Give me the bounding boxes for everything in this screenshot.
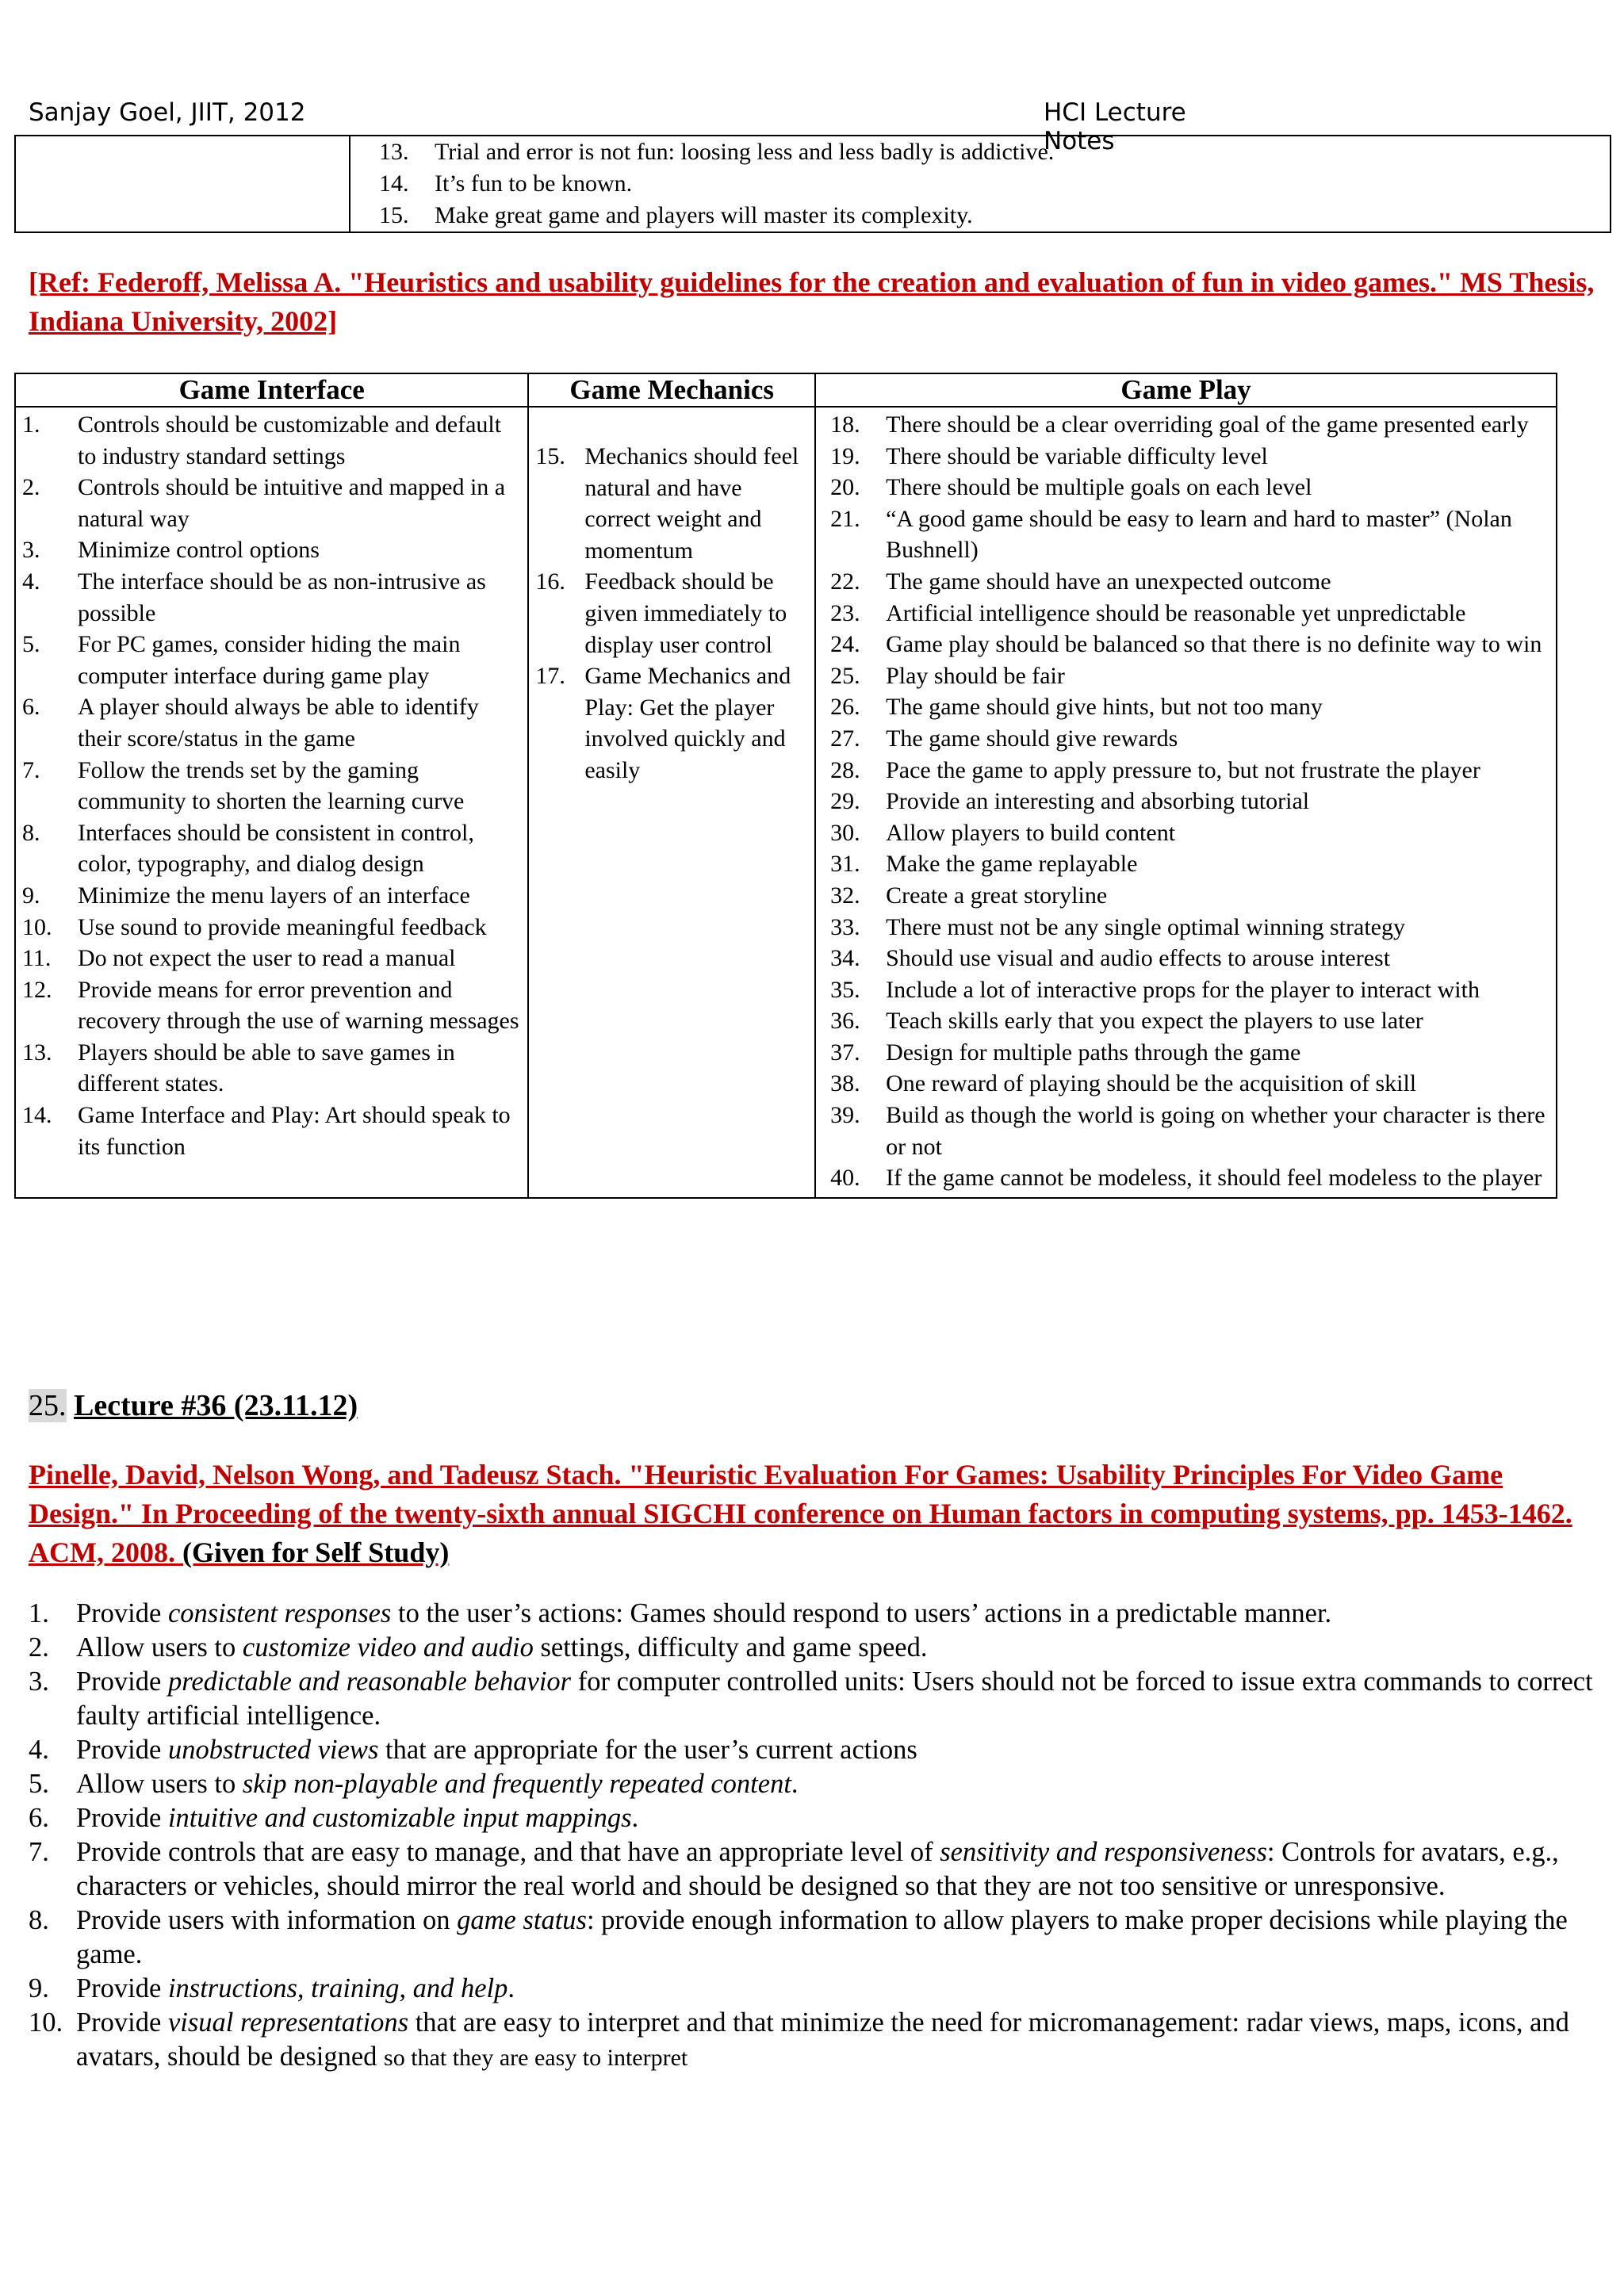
- list-item: [830, 1162, 1551, 1194]
- item-number: 38.: [830, 1070, 860, 1097]
- list-item: [22, 912, 523, 943]
- item-text: Controls should be intuitive and mapped in a natural way: [78, 474, 506, 532]
- item-text: For PC games, consider hiding the main computer interface during game play: [78, 631, 461, 689]
- list-item: [22, 409, 523, 472]
- principle-em: skip non-playable and frequently repeated content: [242, 1769, 791, 1799]
- list-item: [535, 660, 810, 786]
- item-number: 31.: [830, 851, 860, 878]
- list-item: [830, 755, 1551, 786]
- list-item: [830, 409, 1551, 441]
- header-title: HCI Lecture Notes: [1044, 98, 1186, 155]
- list-item: [830, 817, 1551, 849]
- header-author: Sanjay Goel, JIIT, 2012: [29, 98, 306, 127]
- list-item: [830, 691, 1551, 723]
- item-number: 16.: [535, 568, 565, 595]
- list-item: [830, 566, 1551, 598]
- item-number: 23.: [830, 599, 860, 626]
- principle-item: [29, 1767, 1607, 1801]
- item-text: Allow players to build content: [886, 819, 1176, 846]
- item-text: There must not be any single optimal winning strategy: [886, 913, 1405, 940]
- item-text: Teach skills early that you expect the players to use later: [886, 1008, 1423, 1035]
- list-item: [830, 441, 1551, 473]
- list-item: [22, 1037, 523, 1100]
- item-text: Play should be fair: [886, 662, 1065, 689]
- item-text: Game Mechanics and Play: Get the player involved quickly and easily: [584, 663, 791, 783]
- principle-pre: Provide: [76, 2007, 168, 2038]
- principle-em: predictable and reasonable behavior: [167, 1667, 572, 1697]
- item-text: The game should give hints, but not too many: [886, 694, 1323, 721]
- list-item: [22, 755, 523, 817]
- item-text: Mechanics should feel natural and have correct weight and momentum: [584, 443, 799, 564]
- list-item: [830, 1037, 1551, 1069]
- list-item: [22, 880, 523, 912]
- item-number: 11.: [22, 945, 52, 972]
- list-item: [22, 629, 523, 691]
- item-number: 32.: [830, 882, 860, 909]
- item-number: 15.: [535, 443, 565, 469]
- item-number: 17.: [535, 663, 565, 690]
- item-text: Minimize control options: [78, 537, 320, 564]
- list-item: [22, 472, 523, 534]
- principle-item: [29, 1972, 1607, 2006]
- item-text: Include a lot of interactive props for the player to interact with: [886, 976, 1480, 1003]
- lecture-heading: [29, 1386, 358, 1425]
- principle-item: [29, 2006, 1607, 2075]
- interface-cell: [15, 407, 528, 1198]
- item-number: 20.: [830, 474, 860, 501]
- principle-pre: Provide users with information on: [76, 1905, 458, 1935]
- list-item: [830, 1068, 1551, 1100]
- principle-post: : Controls for avatars, e.g., characters or vehicles, should mirror the real world and should be designed so that they are not too sensitive or unresponsive.: [76, 1837, 1559, 1901]
- item-text: Should use visual and audio effects to arouse interest: [886, 945, 1391, 972]
- item-number: 6.: [22, 694, 40, 721]
- list-item: [830, 880, 1551, 912]
- list-item: [830, 848, 1551, 880]
- reference-pinelle: [29, 1456, 1607, 1572]
- interface-list: [22, 409, 523, 1162]
- item-number: 8.: [22, 819, 40, 846]
- item-text: A player should always be able to identify their score/status in the game: [78, 694, 479, 752]
- heuristics-table: [14, 373, 1557, 1199]
- item-text: There should be variable difficulty level: [886, 442, 1268, 469]
- item-text: Interfaces should be consistent in control, color, typography, and dialog design: [78, 819, 474, 878]
- principle-item: [29, 1835, 1607, 1904]
- list-item: [830, 503, 1551, 566]
- item-text: Provide means for error prevention and recovery through the use of warning messages: [78, 976, 519, 1035]
- list-item: [22, 534, 523, 566]
- item-number: 3.: [22, 537, 40, 564]
- principle-n: 9.: [29, 1973, 49, 2003]
- item-text: Players should be able to save games in different states.: [78, 1039, 455, 1097]
- item-text: Artificial intelligence should be reasonable yet unpredictable: [886, 599, 1466, 626]
- list-item: [830, 660, 1551, 692]
- item-number: 36.: [830, 1008, 860, 1035]
- continued-table-left-cell: [15, 136, 350, 232]
- principle-n: 6.: [29, 1803, 49, 1833]
- principle-n: 5.: [29, 1769, 49, 1799]
- play-cell: [815, 407, 1557, 1198]
- principle-post: that are easy to interpret and that minimize the need for micromanagement: radar views, maps, icons, and avatars, should be designed: [76, 2007, 1569, 2072]
- principle-em: customize video and audio: [242, 1632, 534, 1663]
- item-number: 34.: [830, 945, 860, 972]
- principles-list: [29, 1597, 1607, 2075]
- continued-list: [379, 136, 1610, 232]
- principle-item: [29, 1801, 1607, 1835]
- principle-em: game status: [457, 1905, 587, 1935]
- continued-table: [14, 135, 1611, 233]
- item-number: 19.: [830, 442, 860, 469]
- item-text: Controls should be customizable and default to industry standard settings: [78, 411, 502, 469]
- principle-pre: Allow users to: [76, 1632, 243, 1663]
- principle-n: 7.: [29, 1837, 49, 1867]
- list-item: [830, 912, 1551, 943]
- item-text: Feedback should be given immediately to display user control: [584, 568, 787, 658]
- mechanics-cell: [528, 407, 815, 1198]
- principle-post: .: [631, 1803, 639, 1833]
- principle-pre: Provide: [76, 1598, 168, 1628]
- principle-pre: Provide: [76, 1735, 168, 1765]
- reference-self-study-note: (Given for Self Study): [182, 1536, 450, 1568]
- principle-item: [29, 1733, 1607, 1767]
- item-text: The game should have an unexpected outcome: [886, 568, 1331, 595]
- principle-em: sensitivity and responsiveness: [940, 1837, 1267, 1867]
- item-number: 9.: [22, 882, 40, 909]
- item-number: 13.: [22, 1039, 52, 1066]
- item-number: 24.: [830, 631, 860, 658]
- item-text: Provide an interesting and absorbing tutorial: [886, 788, 1310, 815]
- principle-post: to the user’s actions: Games should respond to users’ actions in a predictable manner.: [391, 1598, 1332, 1628]
- list-item: [830, 943, 1551, 974]
- item-text: Make the game replayable: [886, 851, 1138, 878]
- principle-item: [29, 1665, 1607, 1733]
- header-game-play: Game Play: [815, 373, 1557, 407]
- list-item: [22, 566, 523, 629]
- reference-federoff: [Ref: Federoff, Melissa A. "Heuristics and usability guidelines for the creation and evaluation of fun in video games." MS Thesis, Indiana University, 2002]: [29, 266, 1595, 337]
- list-item: [830, 974, 1551, 1006]
- item-text: Create a great storyline: [886, 882, 1108, 909]
- item-number: 22.: [830, 568, 860, 595]
- item-number: 10.: [22, 913, 52, 940]
- list-item: [22, 817, 523, 880]
- principle-item: [29, 1631, 1607, 1665]
- principle-post: : provide enough information to allow players to make proper decisions while playing the game.: [76, 1905, 1568, 1969]
- principle-n: 8.: [29, 1905, 49, 1935]
- item-number: 37.: [830, 1039, 860, 1066]
- principle-n: 2.: [29, 1632, 49, 1663]
- principle-post: .: [791, 1769, 799, 1799]
- item-number: 1.: [22, 411, 40, 438]
- item-number: 29.: [830, 788, 860, 815]
- play-list: [830, 409, 1551, 1194]
- item-number: 18.: [830, 411, 860, 438]
- reference-pinelle-citation: Pinelle, David, Nelson Wong, and Tadeusz Stach. "Heuristic Evaluation For Games: Usability Principles For Video Game Design." In Proceeding of the twenty-sixth annual SIGCHI conference on Human factors in computing systems, pp. 1453-1462. ACM, 2008.: [29, 1459, 1572, 1568]
- principle-post: for computer controlled units: Users should not be forced to issue extra commands to correct faulty artificial intelligence.: [76, 1667, 1593, 1731]
- item-text: Game play should be balanced so that there is no definite way to win: [886, 631, 1542, 658]
- list-item: [22, 1100, 523, 1162]
- principle-em: unobstructed views: [167, 1735, 379, 1765]
- list-item: [535, 441, 810, 566]
- lecture-number: 25.: [29, 1389, 67, 1422]
- item-number: 30.: [830, 819, 860, 846]
- item-text: Pace the game to apply pressure to, but not frustrate the player: [886, 756, 1480, 783]
- item-text: Build as though the world is going on whether your character is there or not: [886, 1102, 1545, 1160]
- list-item: [830, 598, 1551, 629]
- item-text: If the game cannot be modeless, it should feel modeless to the player: [886, 1165, 1542, 1192]
- list-item: [830, 472, 1551, 503]
- item-number: 28.: [830, 756, 860, 783]
- header-game-interface: Game Interface: [15, 373, 528, 407]
- principle-pre: Provide controls that are easy to manage, and that have an appropriate level of: [76, 1837, 940, 1867]
- item-text: “A good game should be easy to learn and hard to master” (Nolan Bushnell): [886, 505, 1512, 564]
- list-item: 14. It’s fun to be known.: [379, 170, 633, 197]
- list-item: [830, 786, 1551, 817]
- principle-small: so that they are easy to interpret: [384, 2045, 688, 2071]
- item-number: 27.: [830, 725, 860, 752]
- principle-n: 3.: [29, 1667, 49, 1697]
- item-text: Follow the trends set by the gaming community to shorten the learning curve: [78, 756, 465, 815]
- principle-em: consistent responses: [167, 1598, 392, 1628]
- item-number: 4.: [22, 568, 40, 595]
- list-item: [535, 566, 810, 660]
- item-text: The interface should be as non-intrusive as possible: [78, 568, 486, 626]
- item-text: Game Interface and Play: Art should speak to its function: [78, 1102, 511, 1160]
- item-text: Minimize the menu layers of an interface: [78, 882, 470, 909]
- item-number: 35.: [830, 976, 860, 1003]
- item-number: 26.: [830, 694, 860, 721]
- principle-post: that are appropriate for the user’s current actions: [378, 1735, 917, 1765]
- item-text: There should be multiple goals on each level: [886, 474, 1312, 501]
- item-number: 33.: [830, 913, 860, 940]
- item-number: 25.: [830, 662, 860, 689]
- principle-pre: Allow users to: [76, 1769, 243, 1799]
- item-number: 2.: [22, 474, 40, 501]
- item-number: 7.: [22, 756, 40, 783]
- list-item: [22, 691, 523, 754]
- lecture-title: Lecture #36 (23.11.12): [74, 1389, 358, 1422]
- list-item: [830, 629, 1551, 660]
- mechanics-list: [535, 441, 810, 786]
- principle-em: visual representations: [167, 2007, 409, 2038]
- header-game-mechanics: Game Mechanics: [528, 373, 815, 407]
- item-number: 40.: [830, 1165, 860, 1192]
- list-item: [830, 1100, 1551, 1162]
- item-number: 39.: [830, 1102, 860, 1129]
- list-item: 15. Make great game and players will master its complexity.: [379, 202, 973, 228]
- list-item: [830, 1005, 1551, 1037]
- item-number: 5.: [22, 631, 40, 658]
- item-text: One reward of playing should be the acquisition of skill: [886, 1070, 1417, 1097]
- principle-n: 10.: [29, 2007, 63, 2038]
- principle-pre: Provide: [76, 1667, 168, 1697]
- item-text: Do not expect the user to read a manual: [78, 945, 456, 972]
- principle-em: intuitive and customizable input mappings: [167, 1803, 632, 1833]
- list-item: [22, 974, 523, 1037]
- principle-pre: Provide: [76, 1973, 168, 2003]
- principle-post: settings, difficulty and game speed.: [533, 1632, 928, 1663]
- item-number: 21.: [830, 505, 860, 532]
- list-item: [22, 943, 523, 974]
- principle-n: 1.: [29, 1598, 49, 1628]
- continued-table-right-cell: [350, 136, 1611, 232]
- list-item: [830, 723, 1551, 755]
- principle-em: instructions, training, and help: [167, 1973, 508, 2003]
- item-text: Design for multiple paths through the game: [886, 1039, 1301, 1066]
- item-text: There should be a clear overriding goal of the game presented early: [886, 411, 1529, 438]
- item-text: Use sound to provide meaningful feedback: [78, 913, 487, 940]
- principle-n: 4.: [29, 1735, 49, 1765]
- principle-item: [29, 1597, 1607, 1631]
- item-text: The game should give rewards: [886, 725, 1178, 752]
- principle-item: [29, 1904, 1607, 1972]
- item-number: 14.: [22, 1102, 52, 1129]
- principle-post: .: [508, 1973, 515, 2003]
- principle-pre: Provide: [76, 1803, 168, 1833]
- item-number: 12.: [22, 976, 52, 1003]
- list-item: 13. Trial and error is not fun: loosing less and less badly is addictive.: [379, 139, 1055, 165]
